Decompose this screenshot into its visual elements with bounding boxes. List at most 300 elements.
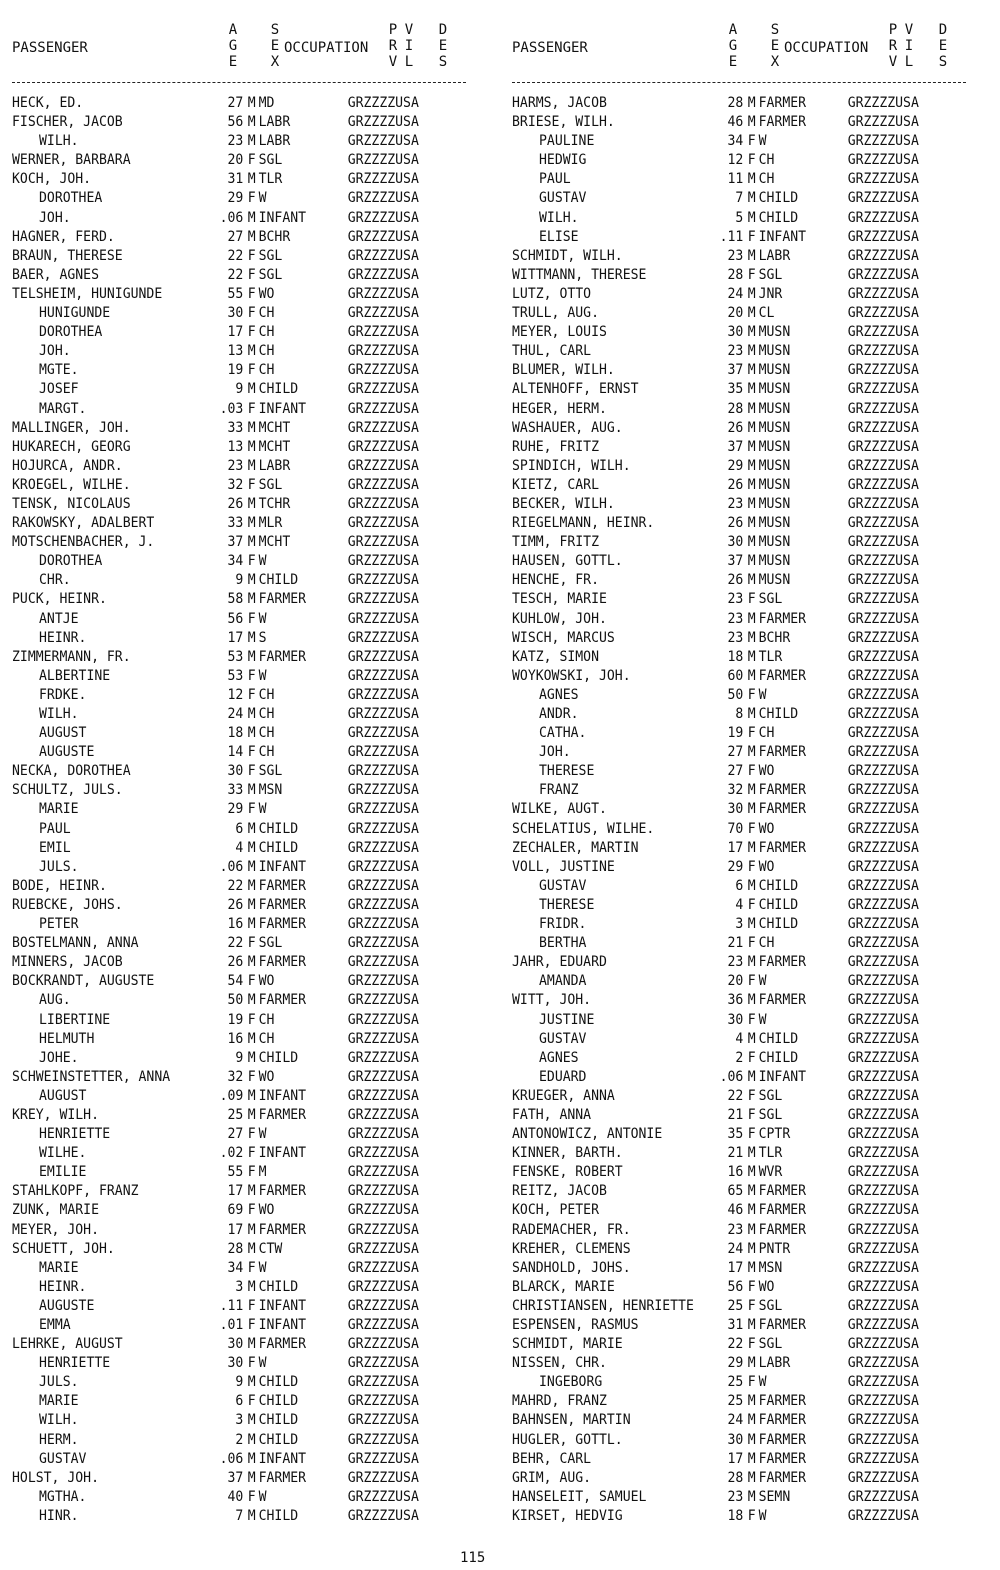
origin-destination-code: GRZZZZUSA — [847, 724, 919, 742]
passenger-name: BECKER, WILH. — [512, 494, 615, 512]
sex-cell: M — [247, 1335, 256, 1353]
age-cell: .01 — [219, 1316, 244, 1333]
passenger-name: MARGT. — [39, 399, 87, 417]
passenger-name: GUSTAV — [39, 1449, 87, 1467]
origin-destination-code: GRZZZZUSA — [347, 1468, 419, 1486]
occupation-cell: FARMER — [758, 1430, 807, 1448]
age-cell: 28 — [727, 94, 744, 111]
passenger-name: SCHELATIUS, WILHE. — [512, 819, 655, 837]
age-cell: 29 — [727, 456, 744, 474]
sex-cell: M — [747, 571, 756, 589]
passenger-name: THERESE — [539, 762, 595, 780]
sex-cell: F — [247, 552, 256, 570]
sex-cell: M — [747, 1182, 756, 1200]
age-cell: 54 — [227, 972, 244, 990]
sex-cell: F — [747, 590, 756, 608]
age-cell: 24 — [727, 1239, 744, 1257]
occupation-cell: MUSN — [758, 514, 791, 532]
passenger-name: HAGNER, FERD. — [12, 227, 115, 245]
passenger-name: WASHAUER, AUG. — [512, 418, 623, 436]
occupation-cell: MCHT — [258, 533, 291, 551]
passenger-name: FRIDR. — [539, 915, 587, 933]
age-cell: 23 — [727, 1220, 744, 1238]
origin-destination-code: GRZZZZUSA — [347, 1067, 419, 1085]
origin-destination-code: GRZZZZUSA — [847, 666, 919, 684]
occupation-cell: FARMER — [758, 1411, 807, 1429]
table-row — [12, 589, 435, 608]
passenger-name: HINR. — [39, 1506, 79, 1524]
occupation-cell: CHILD — [258, 380, 299, 398]
origin-destination-code: GRZZZZUSA — [847, 1048, 919, 1066]
occupation-cell: W — [258, 1487, 267, 1505]
table-row — [12, 475, 435, 494]
table-row — [512, 494, 935, 513]
table-row — [12, 799, 435, 818]
table-row — [512, 1334, 935, 1353]
origin-destination-code: GRZZZZUSA — [347, 189, 419, 207]
occupation-cell: MUSN — [758, 475, 791, 493]
table-row — [512, 208, 935, 227]
passenger-name: PUCK, HEINR. — [12, 590, 107, 608]
sex-cell: M — [747, 1487, 756, 1505]
age-cell: 3 — [235, 1277, 244, 1295]
occupation-cell: CH — [258, 724, 275, 742]
origin-destination-code: GRZZZZUSA — [347, 113, 419, 131]
table-row — [12, 169, 435, 188]
table-row — [12, 1124, 435, 1143]
table-row — [12, 1239, 435, 1258]
table-row — [512, 1315, 935, 1334]
age-cell: 55 — [227, 284, 244, 302]
age-cell: 23 — [727, 953, 744, 971]
sex-cell: F — [247, 1125, 256, 1143]
age-cell: 26 — [727, 571, 744, 589]
sex-cell: M — [747, 1392, 756, 1410]
passenger-name: MALLINGER, JOH. — [12, 418, 131, 436]
sex-cell: M — [747, 475, 756, 493]
passenger-name: TIMM, FRITZ — [512, 533, 599, 551]
origin-destination-code: GRZZZZUSA — [347, 991, 419, 1009]
sex-cell: F — [747, 685, 756, 703]
passenger-name: HAUSEN, GOTTL. — [512, 552, 623, 570]
passenger-heading: PASSENGER — [512, 40, 588, 56]
origin-destination-code: GRZZZZUSA — [847, 915, 919, 933]
occupation-cell: CHILD — [258, 1430, 299, 1448]
origin-destination-code: GRZZZZUSA — [847, 514, 919, 532]
age-cell: 24 — [227, 705, 244, 722]
sex-cell: M — [747, 418, 756, 436]
table-row — [12, 532, 435, 551]
table-row — [512, 723, 935, 742]
sex-cell: F — [747, 1335, 756, 1353]
occupation-cell: FARMER — [258, 991, 307, 1009]
sex-cell: M — [747, 361, 756, 379]
age-cell: 22 — [227, 876, 244, 894]
origin-destination-code: GRZZZZUSA — [347, 1258, 419, 1276]
age-cell: 18 — [227, 724, 244, 742]
age-cell: 17 — [227, 323, 244, 341]
occupation-cell: MUSN — [758, 342, 791, 360]
occupation-cell: W — [758, 132, 767, 150]
occupation-cell: BCHR — [258, 227, 291, 245]
occupation-heading: OCCUPATION — [284, 40, 369, 56]
sex-cell: M — [247, 915, 256, 933]
origin-destination-code: GRZZZZUSA — [347, 628, 419, 646]
occupation-cell: WO — [258, 1067, 275, 1085]
origin-destination-code: GRZZZZUSA — [347, 972, 419, 990]
sex-cell: M — [247, 781, 256, 799]
origin-destination-code: GRZZZZUSA — [847, 1296, 919, 1314]
passenger-name: WILH. — [39, 705, 79, 722]
passenger-name: ZECHALER, MARTIN — [512, 838, 639, 856]
age-cell: 22 — [727, 1086, 744, 1104]
table-row — [12, 322, 435, 341]
occupation-cell: W — [258, 1258, 267, 1276]
table-row — [512, 360, 935, 379]
sex-cell: F — [247, 685, 256, 703]
sex-cell: M — [747, 876, 756, 894]
sex-cell: F — [747, 972, 756, 990]
age-cell: 31 — [227, 170, 244, 188]
origin-destination-code: GRZZZZUSA — [847, 284, 919, 302]
origin-destination-code: GRZZZZUSA — [847, 94, 919, 111]
table-row — [12, 1487, 435, 1506]
occupation-cell: FARMER — [758, 743, 807, 761]
age-cell: 30 — [227, 762, 244, 780]
occupation-cell: CHILD — [258, 1373, 299, 1391]
sex-cell: M — [747, 380, 756, 398]
table-row — [512, 761, 935, 780]
passenger-name: TELSHEIM, HUNIGUNDE — [12, 284, 163, 302]
table-row — [12, 819, 435, 838]
passenger-name: INGEBORG — [539, 1373, 603, 1391]
origin-destination-code: GRZZZZUSA — [847, 151, 919, 169]
occupation-cell: LABR — [258, 456, 291, 474]
passenger-name: AGNES — [539, 1048, 579, 1066]
passenger-name: PAUL — [539, 170, 571, 188]
origin-destination-code: GRZZZZUSA — [847, 1354, 919, 1372]
age-cell: 37 — [727, 552, 744, 570]
occupation-cell: CH — [758, 151, 775, 169]
age-cell: 30 — [727, 323, 744, 341]
occupation-cell: CH — [258, 1010, 275, 1028]
table-row — [12, 685, 435, 704]
origin-destination-code: GRZZZZUSA — [847, 895, 919, 913]
age-cell: 13 — [227, 437, 244, 455]
passenger-name: SANDHOLD, JOHS. — [512, 1258, 631, 1276]
table-row — [12, 761, 435, 780]
occupation-cell: INFANT — [758, 227, 807, 245]
age-cell: 34 — [727, 132, 744, 150]
passenger-name: FRDKE. — [39, 685, 87, 703]
occupation-cell: MUSN — [758, 571, 791, 589]
passenger-name: FATH, ANNA — [512, 1105, 592, 1123]
occupation-cell: INFANT — [258, 1316, 307, 1333]
sex-cell: F — [747, 1277, 756, 1295]
sex-cell: F — [247, 1392, 256, 1410]
occupation-cell: FARMER — [758, 1201, 807, 1219]
passenger-name: BRIESE, WILH. — [512, 113, 615, 131]
occupation-cell: W — [258, 1354, 267, 1372]
age-cell: 32 — [227, 1067, 244, 1085]
origin-destination-code: GRZZZZUSA — [347, 1163, 419, 1181]
occupation-cell: JNR — [758, 284, 783, 302]
passenger-name: JOH. — [39, 208, 71, 226]
occupation-cell: SGL — [258, 934, 283, 952]
occupation-cell: MSN — [758, 1258, 783, 1276]
origin-destination-code: GRZZZZUSA — [347, 743, 419, 761]
sex-cell: F — [747, 1296, 756, 1314]
occupation-cell: MCHT — [258, 418, 291, 436]
passenger-name: TESCH, MARIE — [512, 590, 607, 608]
table-row — [512, 227, 935, 246]
sex-cell: F — [747, 934, 756, 952]
table-row — [512, 1067, 935, 1086]
sex-cell: M — [247, 647, 256, 665]
table-row — [512, 799, 935, 818]
occupation-cell: CHILD — [758, 705, 799, 722]
passenger-name: WITT, JOH. — [512, 991, 592, 1009]
occupation-cell: WO — [758, 1277, 775, 1295]
passenger-name: MARIE — [39, 800, 79, 818]
origin-destination-code: GRZZZZUSA — [847, 628, 919, 646]
origin-destination-code: GRZZZZUSA — [847, 1392, 919, 1410]
passenger-name: SCHMIDT, MARIE — [512, 1335, 623, 1353]
table-row — [12, 551, 435, 570]
origin-destination-code: GRZZZZUSA — [847, 342, 919, 360]
table-row — [12, 1258, 435, 1277]
origin-destination-code: GRZZZZUSA — [347, 666, 419, 684]
passenger-name: KOCH, JOH. — [12, 170, 92, 188]
age-cell: 21 — [727, 1105, 744, 1123]
age-cell: 33 — [227, 418, 244, 436]
table-row — [512, 609, 935, 628]
sex-cell: M — [747, 628, 756, 646]
table-row — [512, 1200, 935, 1219]
occupation-cell: INFANT — [758, 1067, 807, 1085]
origin-destination-code: GRZZZZUSA — [347, 399, 419, 417]
occupation-cell: LABR — [758, 1354, 791, 1372]
passenger-name: THUL, CARL — [512, 342, 592, 360]
origin-destination-code: GRZZZZUSA — [847, 819, 919, 837]
age-cell: 50 — [227, 991, 244, 1009]
passenger-name: KUHLOW, JOH. — [512, 609, 607, 627]
occupation-cell: CHILD — [258, 838, 299, 856]
table-row — [512, 188, 935, 207]
table-row — [512, 456, 935, 475]
occupation-cell: W — [758, 685, 767, 703]
age-cell: 4 — [735, 1029, 744, 1047]
origin-destination-code: GRZZZZUSA — [847, 876, 919, 894]
table-row — [512, 169, 935, 188]
passenger-name: SCHULTZ, JULS. — [12, 781, 123, 799]
age-cell: 26 — [727, 418, 744, 436]
passenger-name: HENRIETTE — [39, 1125, 111, 1143]
sex-cell: M — [747, 552, 756, 570]
origin-destination-code: GRZZZZUSA — [347, 609, 419, 627]
age-cell: .02 — [219, 1144, 244, 1162]
sex-cell: M — [747, 514, 756, 532]
age-cell: 26 — [227, 494, 244, 512]
occupation-cell: SGL — [758, 1335, 783, 1353]
origin-destination-code: GRZZZZUSA — [847, 265, 919, 283]
sex-cell: F — [747, 857, 756, 875]
age-cell: 56 — [227, 113, 244, 131]
table-row — [512, 1391, 935, 1410]
origin-destination-code: GRZZZZUSA — [347, 1086, 419, 1104]
passenger-name: KINNER, BARTH. — [512, 1144, 623, 1162]
sex-cell: M — [247, 380, 256, 398]
sex-cell: F — [747, 819, 756, 837]
passenger-name: WILKE, AUGT. — [512, 800, 607, 818]
occupation-cell: FARMER — [258, 590, 307, 608]
sex-cell: M — [247, 514, 256, 532]
passenger-list — [12, 93, 482, 1525]
origin-destination-code: GRZZZZUSA — [347, 934, 419, 952]
sex-cell: F — [247, 1144, 256, 1162]
table-row — [12, 379, 435, 398]
passenger-name: WILH. — [39, 1411, 79, 1429]
table-row — [512, 1029, 935, 1048]
sex-cell: M — [247, 1411, 256, 1429]
age-cell: 46 — [727, 113, 744, 131]
passenger-name: ZUNK, MARIE — [12, 1201, 99, 1219]
occupation-cell: SGL — [758, 1296, 783, 1314]
table-row — [512, 1258, 935, 1277]
sex-cell: F — [247, 1316, 256, 1333]
age-cell: 19 — [727, 724, 744, 742]
table-row — [12, 208, 435, 227]
sex-cell: M — [747, 781, 756, 799]
occupation-cell: PNTR — [758, 1239, 791, 1257]
age-cell: 22 — [227, 934, 244, 952]
age-cell: 65 — [727, 1182, 744, 1200]
age-cell: 2 — [735, 1048, 744, 1066]
origin-destination-code: GRZZZZUSA — [347, 571, 419, 589]
passenger-name: HENCHE, FR. — [512, 571, 599, 589]
table-row — [512, 819, 935, 838]
origin-destination-code: GRZZZZUSA — [347, 304, 419, 322]
origin-destination-code: GRZZZZUSA — [847, 189, 919, 207]
occupation-cell: CH — [758, 934, 775, 952]
occupation-cell: CH — [258, 342, 275, 360]
occupation-cell: INFANT — [258, 399, 307, 417]
age-cell: 32 — [227, 475, 244, 493]
occupation-cell: FARMER — [758, 1449, 807, 1467]
origin-destination-code: GRZZZZUSA — [347, 1354, 419, 1372]
passenger-name: AUGUST — [39, 1086, 87, 1104]
occupation-cell: CHILD — [758, 208, 799, 226]
table-row — [512, 780, 935, 799]
table-row — [12, 1372, 435, 1391]
table-row — [12, 360, 435, 379]
table-row — [512, 1487, 935, 1506]
table-row — [512, 1086, 935, 1105]
occupation-cell: CPTR — [758, 1125, 791, 1143]
sex-cell: F — [247, 399, 256, 417]
passenger-name: REITZ, JACOB — [512, 1182, 607, 1200]
sex-cell: M — [747, 1144, 756, 1162]
occupation-cell: CHILD — [258, 819, 299, 837]
origin-destination-code: GRZZZZUSA — [847, 1220, 919, 1238]
age-cell: 28 — [727, 399, 744, 417]
occupation-cell: FARMER — [258, 647, 307, 665]
sex-cell: M — [747, 533, 756, 551]
age-cell: 46 — [727, 1201, 744, 1219]
age-cell: 18 — [727, 1506, 744, 1524]
table-row — [512, 131, 935, 150]
table-row — [12, 876, 435, 895]
origin-destination-code: GRZZZZUSA — [347, 208, 419, 226]
passenger-name: GUSTAV — [539, 1029, 587, 1047]
age-cell: 21 — [727, 934, 744, 952]
occupation-cell: WO — [758, 819, 775, 837]
table-row — [512, 1181, 935, 1200]
table-row — [512, 551, 935, 570]
origin-destination-code: GRZZZZUSA — [847, 1144, 919, 1162]
table-row — [12, 971, 435, 990]
origin-destination-code: GRZZZZUSA — [347, 1430, 419, 1448]
occupation-cell: FARMER — [758, 1182, 807, 1200]
passenger-name: HEINR. — [39, 628, 87, 646]
passenger-name: ANTONOWICZ, ANTONIE — [512, 1125, 663, 1143]
passenger-name: DOROTHEA — [39, 189, 103, 207]
sex-cell: M — [747, 323, 756, 341]
passenger-name: NECKA, DOROTHEA — [12, 762, 131, 780]
age-cell: 3 — [235, 1411, 244, 1429]
occupation-cell: CH — [258, 1029, 275, 1047]
origin-destination-code: GRZZZZUSA — [347, 781, 419, 799]
occupation-cell: SEMN — [758, 1487, 791, 1505]
age-cell: 16 — [727, 1163, 744, 1181]
age-cell: 24 — [727, 1411, 744, 1429]
age-cell: 30 — [727, 533, 744, 551]
sex-heading: S E X — [770, 22, 780, 70]
table-row — [12, 418, 435, 437]
occupation-cell: W — [758, 1373, 767, 1391]
passenger-name: ALTENHOFF, ERNST — [512, 380, 639, 398]
sex-cell: M — [247, 1449, 256, 1467]
origin-destination-code: GRZZZZUSA — [847, 934, 919, 952]
sex-cell: M — [747, 494, 756, 512]
origin-destination-code: GRZZZZUSA — [347, 170, 419, 188]
passenger-name: THERESE — [539, 895, 595, 913]
table-row — [12, 284, 435, 303]
origin-destination-code: GRZZZZUSA — [847, 590, 919, 608]
sex-cell: M — [247, 1239, 256, 1257]
origin-destination-code: GRZZZZUSA — [347, 437, 419, 455]
sex-cell: M — [247, 94, 256, 111]
age-cell: .11 — [719, 227, 744, 245]
table-row — [12, 150, 435, 169]
occupation-cell: CHILD — [258, 1048, 299, 1066]
occupation-cell: MLR — [258, 514, 283, 532]
table-row — [12, 666, 435, 685]
age-cell: 13 — [227, 342, 244, 360]
table-row — [512, 857, 935, 876]
sex-cell: M — [747, 800, 756, 818]
origin-destination-code: GRZZZZUSA — [347, 1201, 419, 1219]
sex-cell: F — [247, 1296, 256, 1314]
origin-destination-code: GRZZZZUSA — [347, 456, 419, 474]
age-cell: 12 — [727, 151, 744, 169]
table-row — [512, 246, 935, 265]
occupation-cell: MUSN — [758, 552, 791, 570]
passenger-name: ZIMMERMANN, FR. — [12, 647, 131, 665]
sex-cell: F — [247, 284, 256, 302]
origin-destination-code: GRZZZZUSA — [847, 227, 919, 245]
sex-cell: M — [247, 1048, 256, 1066]
